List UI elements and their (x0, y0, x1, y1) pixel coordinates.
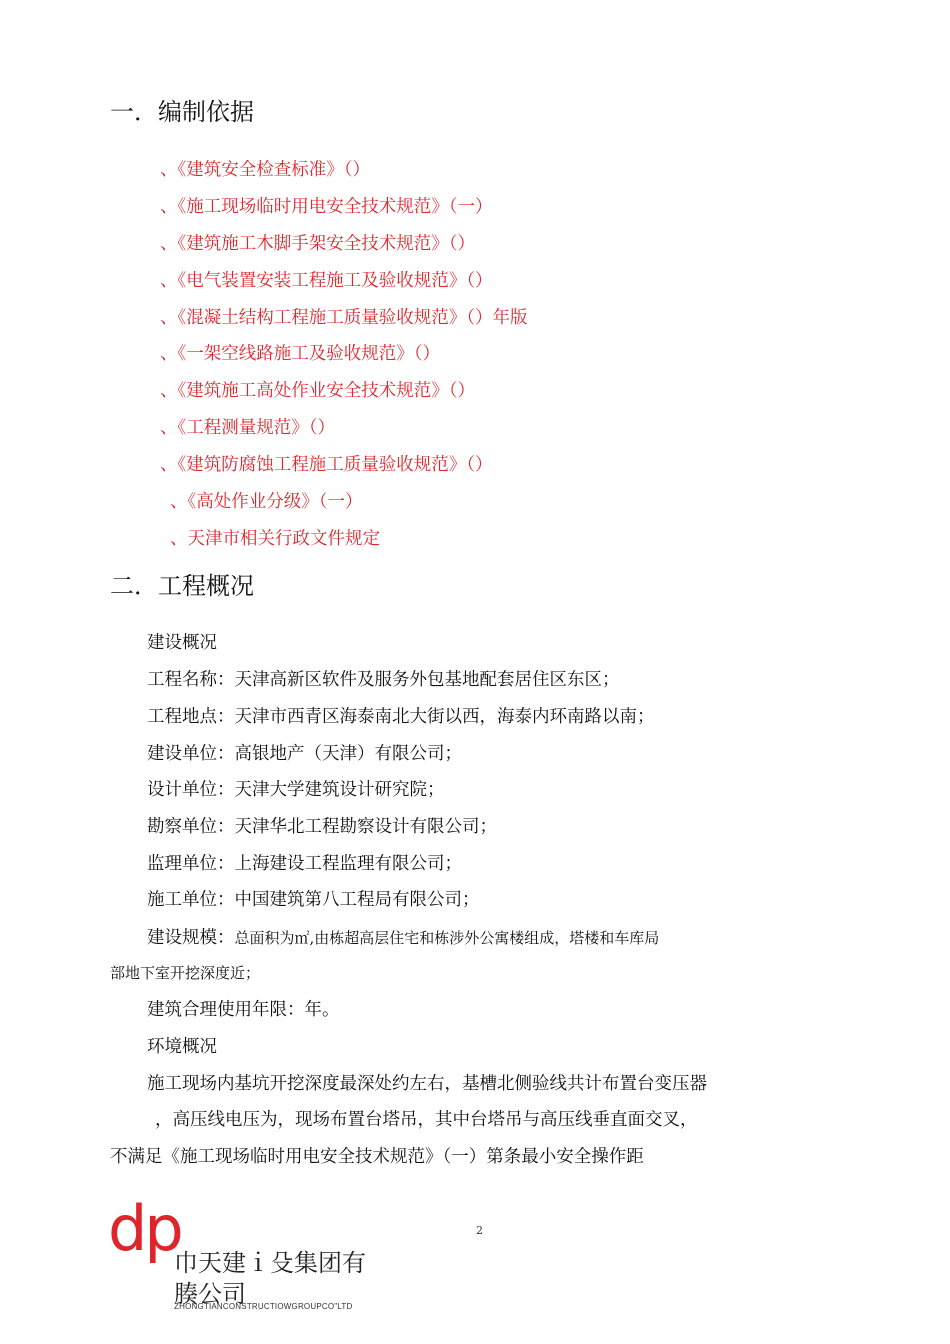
reference-item: 、《一架空线路施工及验收规范》（） (160, 344, 440, 364)
reference-item: 、《建筑施工木脚手架安全技术规范》（） (160, 234, 475, 254)
construction-scale (147, 924, 659, 949)
scale-text: 总面积为㎡,由栋超高层住宅和栋涉外公寓楼组成，塔楼和车库局 (234, 929, 660, 947)
reference-item: 、《建筑施工高处作业安全技术规范》（） (160, 381, 475, 401)
logo-english-name: ZHONGTIANCONSTRUCTIOWGROUPCO"LTD (174, 1302, 353, 1311)
reference-item: 、《施工现场临时用电安全技术规范》（一） (160, 197, 493, 217)
scale-label: 建设规模： (147, 928, 235, 948)
owner-unit: 建设单位：高银地产（天津）有限公司； (147, 744, 462, 764)
subheading-construction: 建设概况 (147, 633, 217, 653)
environment-paragraph-line: 施工现场内基坑开挖深度最深处约左右，基槽北侧验线共计布置台变压器 (147, 1074, 707, 1094)
reference-item: 、天津市相关行政文件规定 (170, 529, 380, 549)
reference-item: 、《建筑防腐蚀工程施工质量验收规范》（） (160, 455, 493, 475)
project-location: 工程地点：天津市西青区海泰南北大街以西，海泰内环南路以南； (147, 707, 655, 727)
section-heading-overview: 二．工程概况 (110, 572, 254, 600)
construction-scale-continued: 部地下室开挖深度近； (110, 964, 261, 982)
reference-item: 、《建筑安全检查标准》（） (160, 160, 370, 180)
environment-paragraph-line: 不满足《施工现场临时用电安全技术规范》（一）第条最小安全操作距 (110, 1147, 644, 1167)
survey-unit: 勘察单位：天津华北工程勘察设计有限公司； (147, 817, 497, 837)
reference-item: 、《混凝土结构工程施工质量验收规范》（）年版 (160, 308, 528, 328)
logo-company-name-line1: 巾天建ｉ殳集团有 (174, 1249, 366, 1277)
subheading-environment: 环境概况 (147, 1037, 217, 1057)
reference-item: 、《工程测量规范》（） (160, 418, 335, 438)
design-unit: 设计单位：天津大学建筑设计研究院； (147, 780, 445, 800)
supervision-unit: 监理单位：上海建设工程监理有限公司； (147, 854, 462, 874)
reference-item: 、《高处作业分级》（一） (170, 492, 363, 512)
service-life: 建筑合理使用年限：年。 (147, 1000, 340, 1020)
logo-mark: dp (108, 1192, 181, 1265)
logo-company-name-line2: 腠公司 (174, 1280, 246, 1308)
project-name: 工程名称：天津高新区软件及服务外包基地配套居住区东区； (147, 670, 620, 690)
section-heading-basis: 一．编制依据 (110, 98, 254, 126)
contractor-unit: 施工单位：中国建筑第八工程局有限公司； (147, 890, 480, 910)
page-number: 2 (476, 1224, 483, 1237)
reference-item: 、《电气装置安装工程施工及验收规范》（） (160, 271, 493, 291)
environment-paragraph-line: ，高压线电压为，现场布置台塔吊，其中台塔吊与高压线垂直面交叉， (155, 1110, 698, 1130)
